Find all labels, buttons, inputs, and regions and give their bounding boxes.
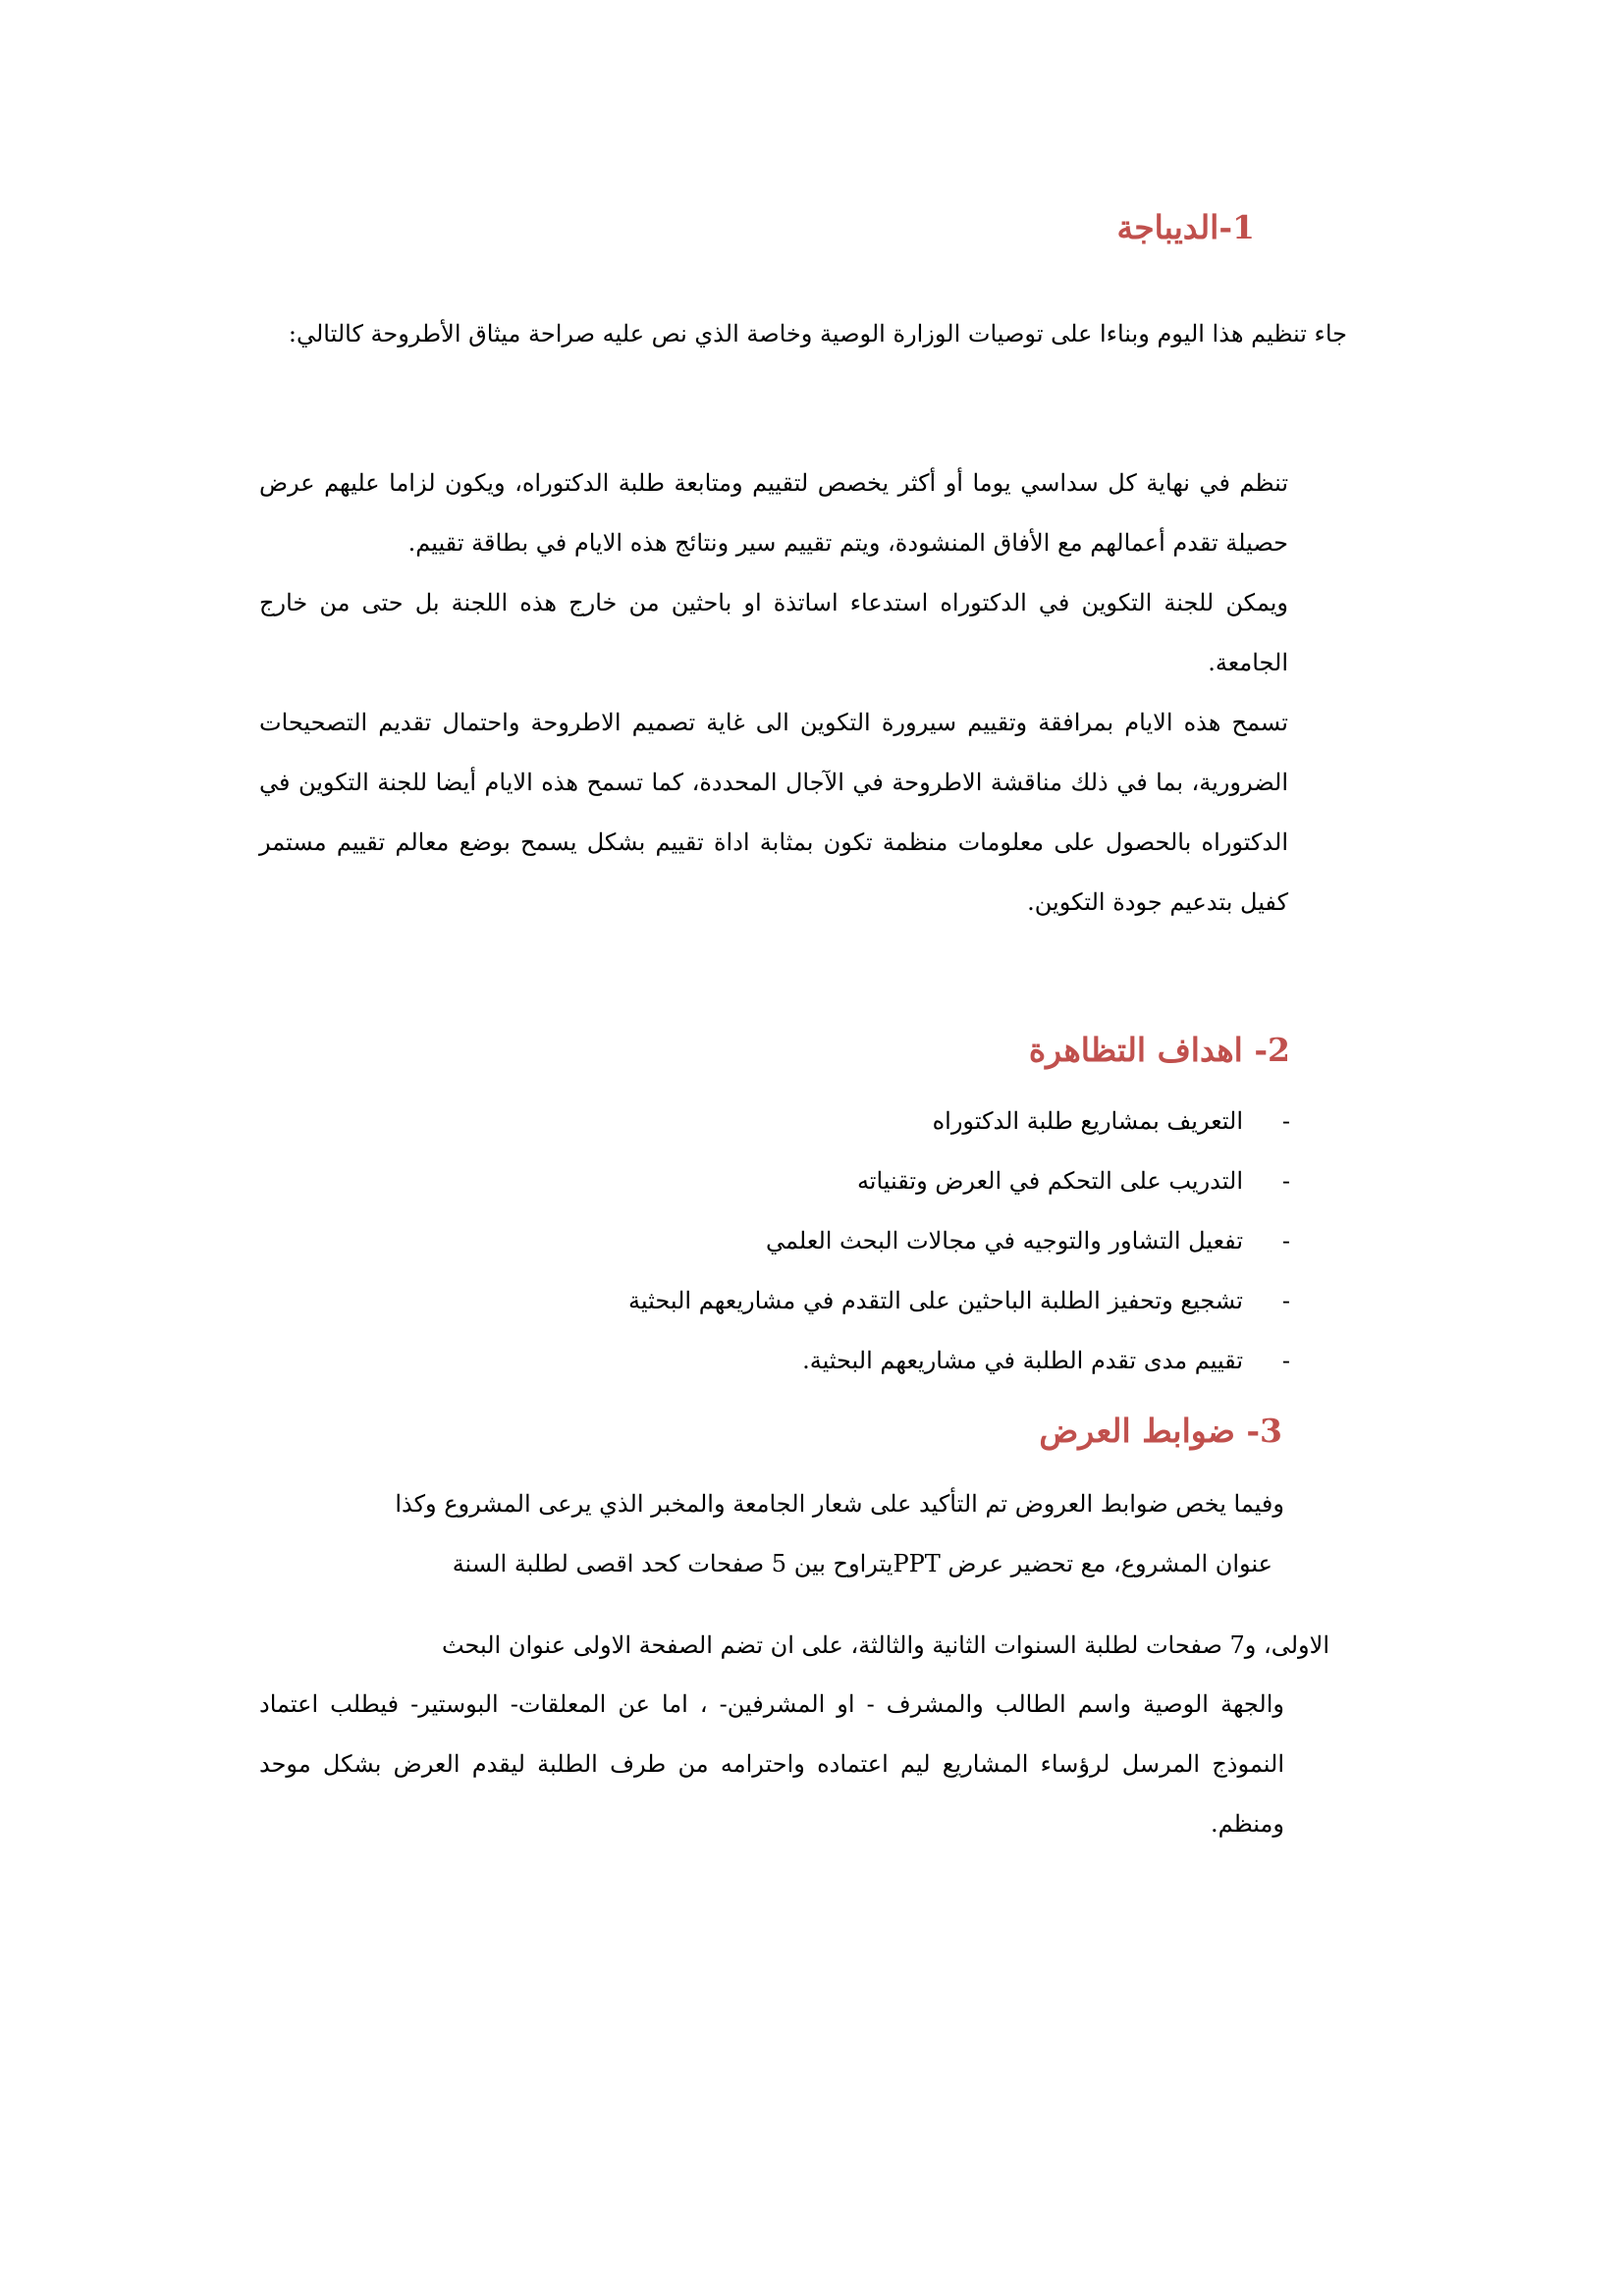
rules-line-1: وفيما يخص ضوابط العروض تم التأكيد على شعار الجامعة والمخبر الذي يرعى المشروع وكذا — [395, 1490, 1284, 1518]
charter-quote — [259, 454, 1288, 933]
bullet-dash: - — [1281, 1347, 1290, 1374]
presentation-rules-body — [259, 1474, 1284, 1594]
bullet-dash: - — [1281, 1167, 1290, 1195]
rules-line-3: الاولى، و7 صفحات لطلبة السنوات الثانية والثالثة، على ان تضم الصفحة الاولى عنوان البحث — [441, 1631, 1329, 1659]
section-heading-preamble: 1-الديباجة — [1116, 208, 1255, 246]
presentation-rules-line-3 — [259, 1616, 1329, 1676]
presentation-rules-rest — [259, 1675, 1284, 1854]
bullet-dash: - — [1281, 1107, 1290, 1135]
rules-paragraph-rest: والجهة الوصية واسم الطالب والمشرف - او المشرفين- ، اما عن المعلقات- البوستير- فيطلب اعتماد النموذج المرسل لرؤساء المشاريع ليم اعتماده واحترامه من طرف الطلبة ليقدم العرض بشكل موحد ومنظم. — [259, 1690, 1284, 1838]
list-item — [259, 1151, 1290, 1211]
list-item-text: تفعيل التشاور والتوجيه في مجالات البحث العلمي — [766, 1227, 1243, 1255]
bullet-dash: - — [1281, 1287, 1290, 1314]
list-item-text: تشجيع وتحفيز الطلبة الباحثين على التقدم في مشاريعهم البحثية — [628, 1287, 1243, 1314]
charter-paragraph-1: تنظم في نهاية كل سداسي يوما أو أكثر يخصص لتقييم ومتابعة طلبة الدكتوراه، ويكون لزاما عليهم عرض حصيلة تقدم أعمالهم مع الأفاق المنشودة، ويتم تقييم سير ونتائج هذه الايام في بطاقة تقييم. — [259, 469, 1288, 557]
charter-paragraph-3: تسمح هذه الايام بمرافقة وتقييم سيرورة التكوين الى غاية تصميم الاطروحة واحتمال تقديم التصحيحات الضرورية، بما في ذلك مناقشة الاطروحة في الآجال المحددة، كما تسمح هذه الايام أيضا للجنة التكوين في الدكتوراه بالحصول على معلومات منظمة تكون بمثابة اداة تقييم بشكل يسمح بوضع معالم تقييم مستمر كفيل بتدعيم جودة التكوين. — [259, 709, 1288, 916]
list-item-text: تقييم مدى تقدم الطلبة في مشاريعهم البحثية. — [802, 1347, 1243, 1374]
bullet-dash: - — [1281, 1227, 1290, 1255]
intro-paragraph: جاء تنظيم هذا اليوم وبناءا على توصيات الوزارة الوصية وخاصة الذي نص عليه صراحة ميثاق الأطروحة كالتالي: — [288, 320, 1347, 347]
list-item — [259, 1271, 1290, 1331]
list-item-text: التدريب على التحكم في العرض وتقنياته — [856, 1167, 1243, 1195]
objectives-list — [259, 1092, 1290, 1391]
section-heading-presentation-rules: 3- ضوابط العرض — [1039, 1412, 1282, 1450]
section-heading-objectives: 2- اهداف التظاهرة — [1028, 1031, 1290, 1069]
list-item — [259, 1092, 1290, 1151]
list-item-text: التعريف بمشاريع طلبة الدكتوراه — [932, 1107, 1243, 1135]
rules-line-2: عنوان المشروع، مع تحضير عرض PPTيتراوح بين 5 صفحات كحد اقصى لطلبة السنة — [452, 1550, 1272, 1577]
charter-paragraph-2: ويمكن للجنة التكوين في الدكتوراه استدعاء اساتذة او باحثين من خارج هذه اللجنة بل حتى من خارج الجامعة. — [259, 589, 1288, 676]
preamble-intro — [259, 304, 1347, 364]
objectives-list-wrapper — [259, 1092, 1290, 1391]
list-item — [259, 1211, 1290, 1271]
list-item — [259, 1331, 1290, 1391]
